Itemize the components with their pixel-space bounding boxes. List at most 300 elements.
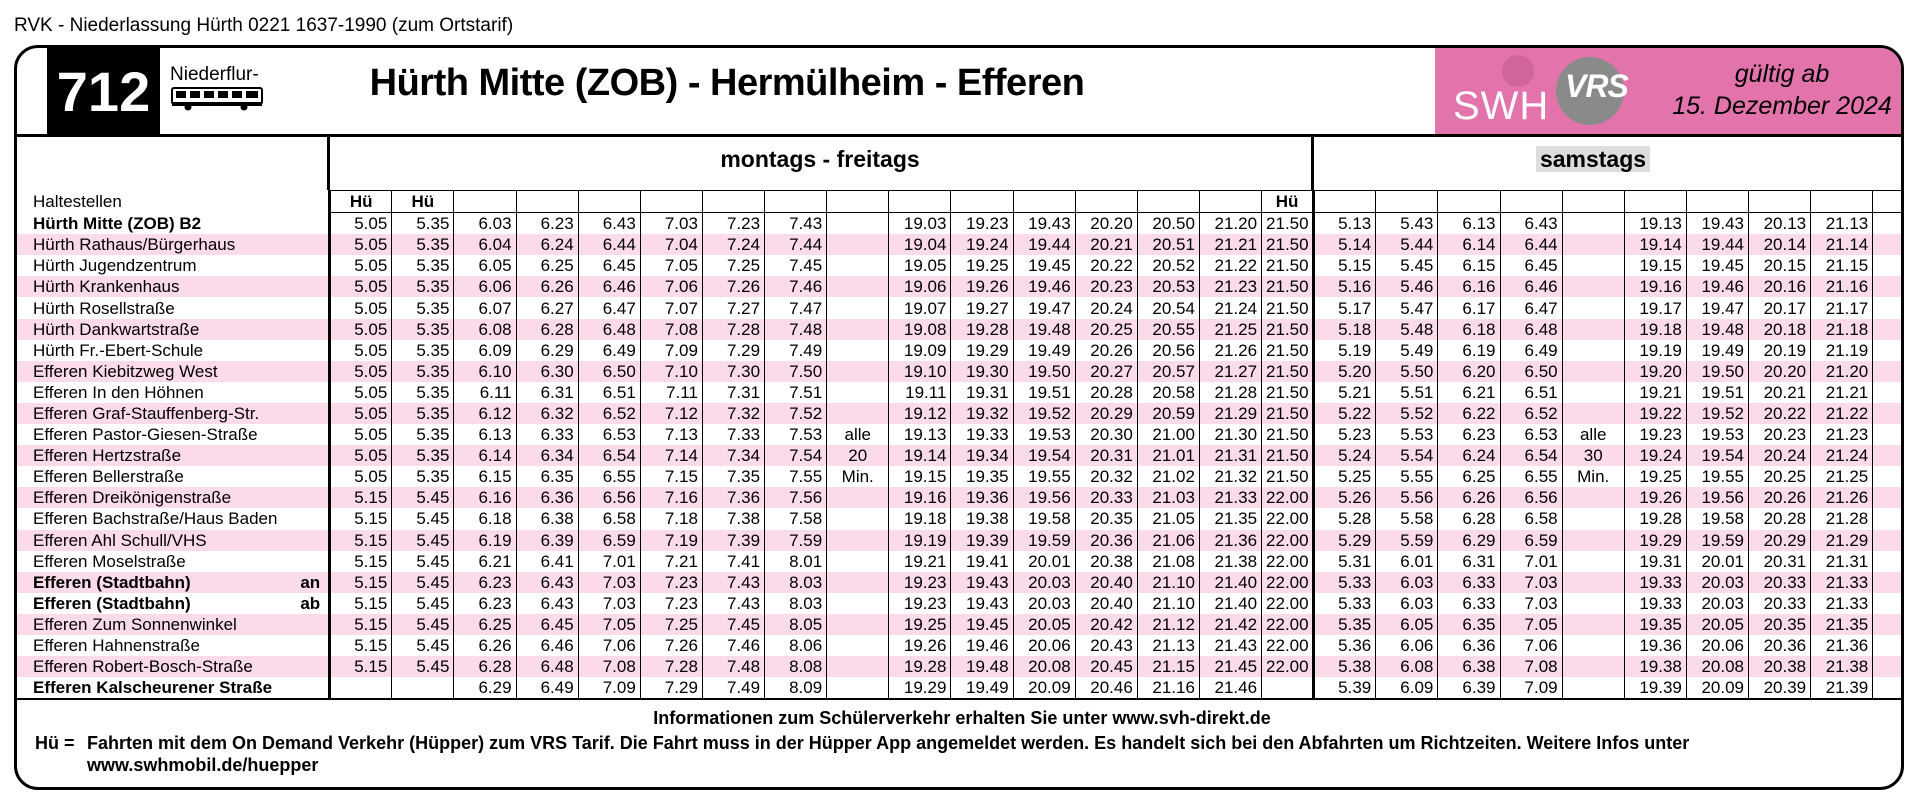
weekday-time: 6.51 — [578, 382, 640, 403]
weekday-time: 21.50 — [1262, 340, 1314, 361]
weekday-time: 5.05 — [330, 234, 392, 255]
weekday-section-label: montags - freitags — [720, 146, 920, 172]
stop-name-text: Efferen Zum Sonnenwinkel — [33, 614, 237, 634]
weekday-time: 6.48 — [516, 656, 578, 677]
saturday-time: 19.29 — [1624, 530, 1686, 551]
weekday-time: 6.32 — [516, 403, 578, 424]
weekday-time: 20.54 — [1137, 297, 1199, 318]
stop-name — [17, 424, 330, 445]
saturday-time: 21.33 — [1811, 593, 1873, 614]
weekday-time: 6.04 — [454, 234, 516, 255]
saturday-time: 7.09 — [1500, 677, 1562, 699]
weekday-time: 20.03 — [1013, 593, 1075, 614]
weekday-time: 5.35 — [392, 319, 454, 340]
saturday-time: 6.22 — [1438, 403, 1500, 424]
saturday-time: 20.22 — [1749, 403, 1811, 424]
saturday-time: 21.36 — [1811, 635, 1873, 656]
saturday-time: 5.14 — [1314, 234, 1376, 255]
stop-name-text: Hürth Mitte (ZOB) B2 — [33, 213, 202, 233]
arrival-departure-marker: an — [300, 572, 321, 592]
table-row — [17, 635, 1904, 656]
weekday-time: 21.12 — [1137, 614, 1199, 635]
weekday-time: 7.28 — [640, 656, 702, 677]
stop-name — [17, 572, 330, 593]
weekday-time: 7.01 — [578, 551, 640, 572]
weekday-time: 6.49 — [578, 340, 640, 361]
weekday-time: 21.15 — [1137, 656, 1199, 677]
table-row — [17, 213, 1904, 235]
weekday-time: 6.28 — [454, 656, 516, 677]
saturday-time: 6.45 — [1500, 255, 1562, 276]
weekday-time: 6.53 — [578, 424, 640, 445]
vrs-logo: VRS — [1565, 68, 1628, 104]
saturday-time: 20.33 — [1749, 593, 1811, 614]
stop-name — [17, 508, 330, 529]
weekday-time: 20.05 — [1013, 614, 1075, 635]
weekday-time: 7.24 — [702, 234, 764, 255]
weekday-interval-cell — [827, 635, 889, 656]
weekday-time: 21.26 — [1199, 340, 1261, 361]
weekday-time: 7.52 — [765, 403, 827, 424]
saturday-time: 6.01 — [1376, 551, 1438, 572]
stop-name — [17, 635, 330, 656]
weekday-time: 5.05 — [330, 466, 392, 487]
weekday-time: 19.34 — [951, 445, 1013, 466]
header — [17, 48, 1901, 137]
saturday-time: 6.15 — [1438, 255, 1500, 276]
saturday-time: 7.01 — [1500, 551, 1562, 572]
saturday-time: 19.55 — [1686, 466, 1748, 487]
weekday-time: 19.06 — [889, 276, 951, 297]
weekday-time: 19.50 — [1013, 361, 1075, 382]
saturday-time: 20.24 — [1749, 445, 1811, 466]
saturday-time: 19.43 — [1686, 213, 1748, 235]
saturday-interval-cell — [1562, 213, 1624, 235]
weekday-time: 21.38 — [1199, 551, 1261, 572]
saturday-time: 6.58 — [1500, 508, 1562, 529]
saturday-time: 19.15 — [1624, 255, 1686, 276]
saturday-time: 19.45 — [1686, 255, 1748, 276]
weekday-time: 6.47 — [578, 297, 640, 318]
saturday-time: 5.28 — [1314, 508, 1376, 529]
weekday-time: 21.42 — [1199, 614, 1261, 635]
stop-name-text: Efferen Pastor-Giesen-Straße — [33, 425, 258, 445]
weekday-time: 19.09 — [889, 340, 951, 361]
weekday-time: 6.09 — [454, 340, 516, 361]
saturday-time: 19.28 — [1624, 508, 1686, 529]
weekday-time: 6.07 — [454, 297, 516, 318]
saturday-time: 21.25 — [1811, 466, 1873, 487]
weekday-trip-header: Hü — [392, 191, 454, 213]
saturday-time: 6.18 — [1438, 319, 1500, 340]
saturday-time: 20.21 — [1749, 382, 1811, 403]
saturday-time: 21.20 — [1811, 361, 1873, 382]
saturday-time: 6.23 — [1438, 424, 1500, 445]
saturday-time: 6.20 — [1438, 361, 1500, 382]
weekday-time: 7.16 — [640, 487, 702, 508]
weekday-time: 21.32 — [1199, 466, 1261, 487]
weekday-time: 5.45 — [392, 635, 454, 656]
weekday-interval-cell — [827, 382, 889, 403]
weekday-time: 7.25 — [702, 255, 764, 276]
weekday-time: 5.45 — [392, 614, 454, 635]
table-row — [17, 255, 1904, 276]
saturday-time: 6.38 — [1438, 656, 1500, 677]
saturday-time: 6.28 — [1438, 508, 1500, 529]
weekday-interval-cell — [827, 551, 889, 572]
weekday-time: 7.06 — [640, 276, 702, 297]
weekday-time: 19.35 — [951, 466, 1013, 487]
weekday-time: 7.46 — [702, 635, 764, 656]
weekday-trip-header — [1137, 191, 1199, 213]
table-row — [17, 508, 1904, 529]
stop-name-text: Efferen Bellerstraße — [33, 467, 184, 487]
weekday-time: 7.29 — [702, 340, 764, 361]
empty-cell — [1873, 382, 1904, 403]
weekday-time: 21.40 — [1199, 572, 1261, 593]
weekday-time: 20.36 — [1075, 530, 1137, 551]
weekday-interval-cell — [827, 297, 889, 318]
weekday-time: 22.00 — [1262, 508, 1314, 529]
saturday-time: 21.29 — [1811, 530, 1873, 551]
saturday-time: 19.35 — [1624, 614, 1686, 635]
weekday-time: 20.26 — [1075, 340, 1137, 361]
weekday-time: 6.46 — [578, 276, 640, 297]
saturday-time: 6.17 — [1438, 297, 1500, 318]
stop-name — [17, 593, 330, 614]
weekday-time: 8.03 — [765, 572, 827, 593]
saturday-time: 20.03 — [1686, 593, 1748, 614]
weekday-time: 19.16 — [889, 487, 951, 508]
weekday-time: 5.05 — [330, 403, 392, 424]
weekday-time — [1262, 677, 1314, 699]
saturday-time: 21.18 — [1811, 319, 1873, 340]
footnote-url: www.swhmobil.de/huepper — [87, 755, 319, 775]
saturday-time: 19.36 — [1624, 635, 1686, 656]
saturday-time: 21.26 — [1811, 487, 1873, 508]
stop-name — [17, 255, 330, 276]
weekday-time: 6.28 — [516, 319, 578, 340]
saturday-interval-cell — [1562, 635, 1624, 656]
table-row — [17, 487, 1904, 508]
weekday-time: 7.05 — [640, 255, 702, 276]
saturday-time: 19.47 — [1686, 297, 1748, 318]
saturday-trip-header — [1811, 191, 1873, 213]
weekday-time: 7.18 — [640, 508, 702, 529]
weekday-time: 7.05 — [578, 614, 640, 635]
weekday-time: 21.43 — [1199, 635, 1261, 656]
weekday-time: 7.14 — [640, 445, 702, 466]
weekday-time: 20.52 — [1137, 255, 1199, 276]
weekday-time: 8.08 — [765, 656, 827, 677]
empty-cell — [1873, 255, 1904, 276]
weekday-time: 7.55 — [765, 466, 827, 487]
saturday-time: 21.13 — [1811, 213, 1873, 235]
weekday-time: 7.06 — [578, 635, 640, 656]
table-row — [17, 297, 1904, 318]
saturday-time: 21.15 — [1811, 255, 1873, 276]
empty-cell — [1873, 487, 1904, 508]
saturday-time: 5.33 — [1314, 572, 1376, 593]
weekday-time: 21.23 — [1199, 276, 1261, 297]
saturday-interval-cell — [1562, 382, 1624, 403]
weekday-time: 21.00 — [1137, 424, 1199, 445]
saturday-time: 6.47 — [1500, 297, 1562, 318]
empty-cell — [1873, 445, 1904, 466]
table-row — [17, 466, 1904, 487]
weekday-time: 19.26 — [951, 276, 1013, 297]
weekday-time: 7.23 — [640, 572, 702, 593]
weekday-time: 20.33 — [1075, 487, 1137, 508]
weekday-time: 6.21 — [454, 551, 516, 572]
saturday-time: 5.31 — [1314, 551, 1376, 572]
saturday-time: 6.26 — [1438, 487, 1500, 508]
saturday-time: 5.35 — [1314, 614, 1376, 635]
saturday-time: 5.13 — [1314, 213, 1376, 235]
weekday-time: 21.02 — [1137, 466, 1199, 487]
saturday-time: 20.14 — [1749, 234, 1811, 255]
weekday-time: 21.35 — [1199, 508, 1261, 529]
weekday-time: 5.15 — [330, 614, 392, 635]
weekday-time: 21.29 — [1199, 403, 1261, 424]
weekday-time: 20.55 — [1137, 319, 1199, 340]
saturday-time: 19.20 — [1624, 361, 1686, 382]
saturday-trip-header — [1873, 191, 1904, 213]
weekday-time: 19.12 — [889, 403, 951, 424]
weekday-trip-header — [702, 191, 764, 213]
saturday-interval-cell — [1562, 234, 1624, 255]
saturday-time: 20.18 — [1749, 319, 1811, 340]
weekday-time — [330, 677, 392, 699]
stop-name — [17, 319, 330, 340]
saturday-time: 6.13 — [1438, 213, 1500, 235]
empty-cell — [1873, 656, 1904, 677]
weekday-time: 19.43 — [1013, 213, 1075, 235]
saturday-time: 6.21 — [1438, 382, 1500, 403]
weekday-time: 8.01 — [765, 551, 827, 572]
weekday-time: 5.05 — [330, 382, 392, 403]
weekday-time: 7.36 — [702, 487, 764, 508]
weekday-time: 5.15 — [330, 551, 392, 572]
weekday-interval-cell: 20 — [827, 445, 889, 466]
weekday-time: 6.38 — [516, 508, 578, 529]
saturday-time: 5.55 — [1376, 466, 1438, 487]
weekday-time: 6.44 — [578, 234, 640, 255]
valid-from-label: gültig ab — [1734, 60, 1830, 88]
saturday-interval-cell: 30 — [1562, 445, 1624, 466]
saturday-time: 19.24 — [1624, 445, 1686, 466]
saturday-time: 5.43 — [1376, 213, 1438, 235]
saturday-interval-cell — [1562, 677, 1624, 699]
weekday-time: 5.45 — [392, 551, 454, 572]
weekday-time: 5.15 — [330, 635, 392, 656]
saturday-time: 20.13 — [1749, 213, 1811, 235]
weekday-time: 6.30 — [516, 361, 578, 382]
saturday-time: 20.31 — [1749, 551, 1811, 572]
weekday-time: 6.29 — [516, 340, 578, 361]
saturday-time: 19.59 — [1686, 530, 1748, 551]
weekday-time: 20.56 — [1137, 340, 1199, 361]
saturday-time: 5.54 — [1376, 445, 1438, 466]
saturday-time: 19.17 — [1624, 297, 1686, 318]
table-row — [17, 319, 1904, 340]
saturday-trip-header — [1500, 191, 1562, 213]
table-row — [17, 445, 1904, 466]
weekday-time: 7.45 — [765, 255, 827, 276]
saturday-interval-cell — [1562, 255, 1624, 276]
saturday-time: 5.36 — [1314, 635, 1376, 656]
weekday-time: 7.33 — [702, 424, 764, 445]
weekday-time: 21.16 — [1137, 677, 1199, 699]
weekday-time: 5.35 — [392, 445, 454, 466]
table-row — [17, 403, 1904, 424]
saturday-time: 5.51 — [1376, 382, 1438, 403]
weekday-time: 21.08 — [1137, 551, 1199, 572]
weekday-time: 7.45 — [702, 614, 764, 635]
saturday-time: 19.46 — [1686, 276, 1748, 297]
weekday-time: 7.25 — [640, 614, 702, 635]
weekday-interval-cell — [827, 234, 889, 255]
weekday-time: 19.30 — [951, 361, 1013, 382]
saturday-time: 19.50 — [1686, 361, 1748, 382]
weekday-time: 20.42 — [1075, 614, 1137, 635]
column-header-row — [17, 191, 1904, 213]
weekday-time: 20.22 — [1075, 255, 1137, 276]
saturday-time: 5.19 — [1314, 340, 1376, 361]
weekday-time: 19.43 — [951, 593, 1013, 614]
saturday-time: 6.49 — [1500, 340, 1562, 361]
saturday-time: 7.03 — [1500, 593, 1562, 614]
saturday-interval-cell — [1562, 403, 1624, 424]
saturday-time: 6.08 — [1376, 656, 1438, 677]
weekday-time: 6.41 — [516, 551, 578, 572]
weekday-interval-cell — [827, 276, 889, 297]
saturday-trip-header — [1749, 191, 1811, 213]
weekday-time: 7.23 — [640, 593, 702, 614]
timetable-frame — [14, 45, 1904, 790]
weekday-time: 21.45 — [1199, 656, 1261, 677]
weekday-time: 19.43 — [951, 572, 1013, 593]
stop-name — [17, 466, 330, 487]
table-row — [17, 424, 1904, 445]
weekday-time: 21.21 — [1199, 234, 1261, 255]
footnote-key: Hü = — [35, 733, 75, 753]
weekday-time: 20.40 — [1075, 593, 1137, 614]
saturday-interval-cell — [1562, 614, 1624, 635]
weekday-time: 21.50 — [1262, 445, 1314, 466]
saturday-time: 6.39 — [1438, 677, 1500, 699]
weekday-trip-header — [578, 191, 640, 213]
weekday-time: 5.05 — [330, 213, 392, 235]
weekday-time: 6.54 — [578, 445, 640, 466]
saturday-time: 5.44 — [1376, 234, 1438, 255]
empty-cell — [1873, 572, 1904, 593]
saturday-time: 19.49 — [1686, 340, 1748, 361]
weekday-time: 6.58 — [578, 508, 640, 529]
weekday-trip-header: Hü — [330, 191, 392, 213]
saturday-interval-cell — [1562, 530, 1624, 551]
weekday-time: 20.32 — [1075, 466, 1137, 487]
saturday-time: 21.22 — [1811, 403, 1873, 424]
empty-cell — [1873, 677, 1904, 699]
saturday-interval-cell — [1562, 319, 1624, 340]
weekday-time: 21.50 — [1262, 255, 1314, 276]
empty-cell — [1873, 593, 1904, 614]
weekday-interval-cell — [827, 361, 889, 382]
saturday-time: 6.16 — [1438, 276, 1500, 297]
weekday-time: 7.59 — [765, 530, 827, 551]
weekday-time: 21.31 — [1199, 445, 1261, 466]
saturday-time: 20.33 — [1749, 572, 1811, 593]
table-row — [17, 572, 1904, 593]
weekday-time: 6.39 — [516, 530, 578, 551]
weekday-time: 7.48 — [765, 319, 827, 340]
weekday-time: 21.10 — [1137, 572, 1199, 593]
weekday-trip-header — [640, 191, 702, 213]
weekday-time: 19.28 — [889, 656, 951, 677]
weekday-time: 20.28 — [1075, 382, 1137, 403]
table-row — [17, 677, 1904, 699]
weekday-time: 5.05 — [330, 319, 392, 340]
weekday-time: 21.46 — [1199, 677, 1261, 699]
saturday-time: 5.16 — [1314, 276, 1376, 297]
saturday-time: 21.16 — [1811, 276, 1873, 297]
weekday-time: 6.29 — [454, 677, 516, 699]
weekday-time: 19.46 — [951, 635, 1013, 656]
timetable-body — [17, 191, 1904, 700]
weekday-time: 19.23 — [889, 572, 951, 593]
weekday-interval-cell — [827, 340, 889, 361]
saturday-time: 6.44 — [1500, 234, 1562, 255]
weekday-time: 5.35 — [392, 382, 454, 403]
weekday-time: 7.28 — [702, 319, 764, 340]
weekday-time: 21.27 — [1199, 361, 1261, 382]
weekday-time: 7.47 — [765, 297, 827, 318]
saturday-time: 20.09 — [1686, 677, 1748, 699]
saturday-time: 19.31 — [1624, 551, 1686, 572]
saturday-time: 19.18 — [1624, 319, 1686, 340]
weekday-time: 22.00 — [1262, 635, 1314, 656]
weekday-time: 21.50 — [1262, 213, 1314, 235]
saturday-time: 5.29 — [1314, 530, 1376, 551]
weekday-time: 7.43 — [702, 593, 764, 614]
weekday-time: 6.33 — [516, 424, 578, 445]
weekday-time: 20.30 — [1075, 424, 1137, 445]
weekday-time: 7.19 — [640, 530, 702, 551]
weekday-time: 7.44 — [765, 234, 827, 255]
weekday-time: 22.00 — [1262, 551, 1314, 572]
footnote-text: Fahrten mit dem On Demand Verkehr (Hüpper) zum VRS Tarif. Die Fahrt muss in der Hüpper App angemeldet werden. Es handelt sich bei den Abfahrten um Richtzeiten. Weitere Infos unter — [87, 733, 1690, 753]
weekday-time: 5.15 — [330, 593, 392, 614]
saturday-interval-cell — [1562, 656, 1624, 677]
stop-name-text: Efferen Ahl Schull/VHS — [33, 530, 207, 550]
weekday-time: 7.49 — [765, 340, 827, 361]
saturday-time: 6.51 — [1500, 382, 1562, 403]
empty-cell — [1873, 276, 1904, 297]
saturday-time: 5.48 — [1376, 319, 1438, 340]
weekday-interval-cell — [827, 487, 889, 508]
weekday-time: 20.53 — [1137, 276, 1199, 297]
stop-name-text: Efferen Kalscheurener Straße — [33, 678, 273, 698]
weekday-time: 5.15 — [330, 572, 392, 593]
weekday-time: 7.53 — [765, 424, 827, 445]
weekday-time: 19.21 — [889, 551, 951, 572]
weekday-time: 7.41 — [702, 551, 764, 572]
saturday-time: 6.43 — [1500, 213, 1562, 235]
saturday-time: 6.29 — [1438, 530, 1500, 551]
weekday-time: 19.29 — [889, 677, 951, 699]
weekday-time: 6.52 — [578, 403, 640, 424]
